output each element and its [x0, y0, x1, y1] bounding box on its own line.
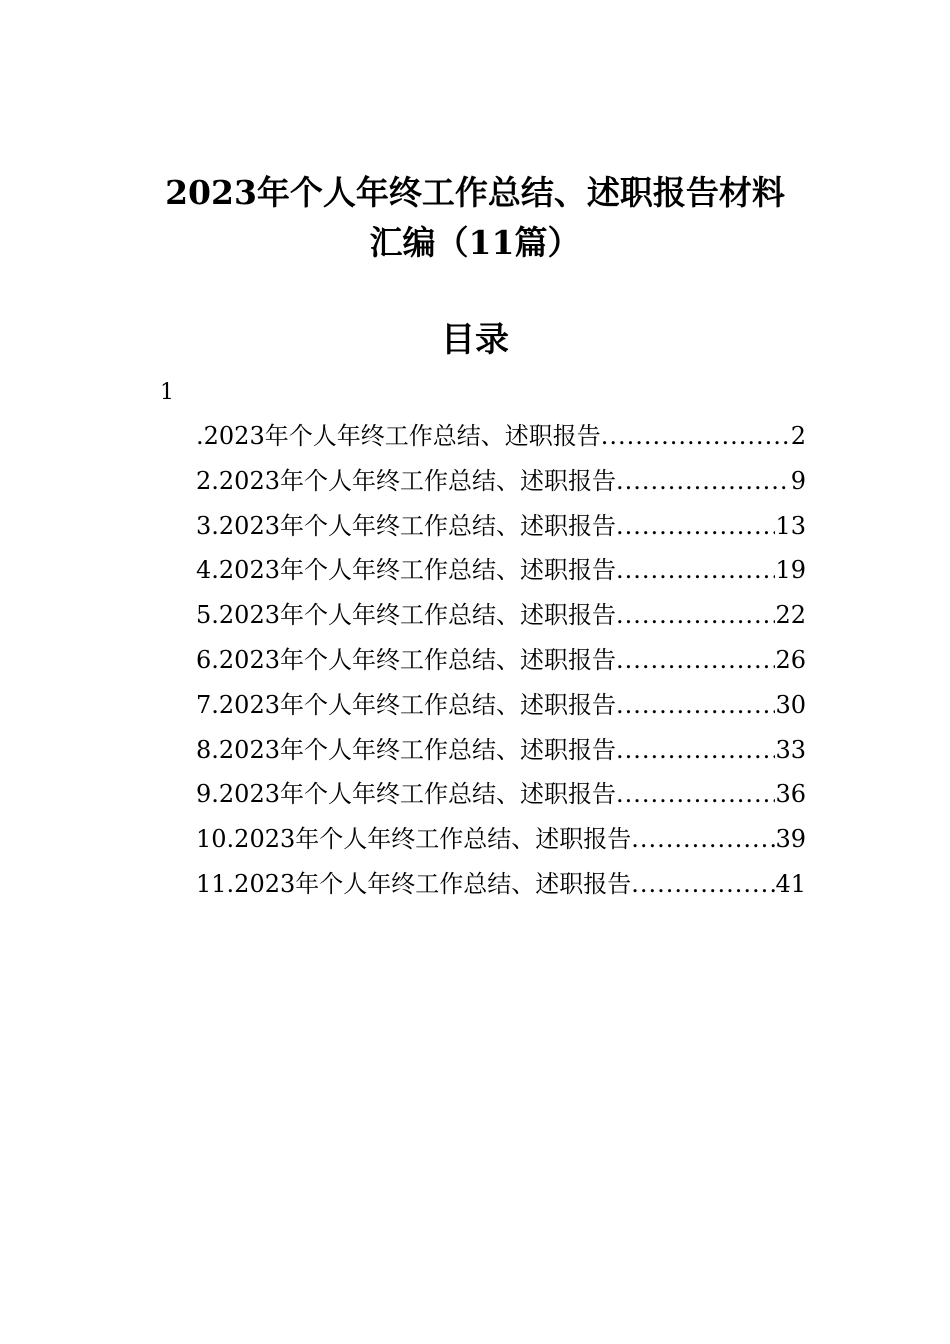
toc-dot-leader: [616, 552, 775, 588]
toc-entry-title: 7.2023年个人年终工作总结、述职报告: [196, 690, 616, 719]
toc-dot-leader: [616, 508, 775, 544]
toc-entry[interactable]: [196, 821, 806, 866]
toc-entry[interactable]: [196, 463, 806, 508]
toc-dot-leader: [631, 821, 775, 857]
toc-entry[interactable]: [196, 687, 806, 732]
toc-entry[interactable]: [196, 732, 806, 777]
toc-entry-page: 41: [775, 869, 806, 898]
toc-entry[interactable]: [196, 597, 806, 642]
toc-entry[interactable]: [196, 776, 806, 821]
toc-entry-title: .2023年个人年终工作总结、述职报告: [196, 422, 601, 450]
toc-entry-page: 19: [775, 556, 806, 585]
toc-entry[interactable]: [196, 508, 806, 553]
toc-entry-title: 10.2023年个人年终工作总结、述职报告: [196, 825, 632, 854]
toc-entry-page: 26: [775, 645, 806, 674]
toc-dot-leader: [616, 463, 791, 499]
document-title-line-2: 汇编（11篇）: [369, 223, 581, 262]
toc-heading: 目录: [441, 320, 509, 360]
toc-entry-title: 11.2023年个人年终工作总结、述职报告: [196, 869, 632, 898]
toc-entry-title: 4.2023年个人年终工作总结、述职报告: [196, 556, 616, 585]
toc-entry[interactable]: [196, 866, 806, 911]
toc-dot-leader: [631, 866, 775, 902]
toc-dot-leader: [601, 418, 791, 454]
toc-entry-title: 6.2023年个人年终工作总结、述职报告: [196, 645, 616, 674]
toc-entry-page: 36: [775, 780, 806, 809]
toc-dot-leader: [616, 732, 775, 768]
toc-entry[interactable]: [196, 552, 806, 597]
document-title-line-1: 2023年个人年终工作总结、述职报告材料: [165, 173, 785, 212]
toc-dot-leader: [616, 642, 775, 678]
stray-number: 1: [160, 380, 174, 405]
toc-entry-page: 9: [790, 466, 806, 495]
toc-entry-page: 39: [775, 825, 806, 854]
toc-dot-leader: [616, 597, 775, 633]
toc-entry[interactable]: [196, 642, 806, 687]
toc-entry-title: 5.2023年个人年终工作总结、述职报告: [196, 601, 616, 630]
toc-entry-page: 33: [775, 735, 806, 764]
toc-entry-title: 9.2023年个人年终工作总结、述职报告: [196, 780, 616, 809]
toc-entry-title: 8.2023年个人年终工作总结、述职报告: [196, 735, 616, 764]
toc-entry-page: 2: [790, 422, 806, 450]
toc-entry-page: 22: [775, 601, 806, 630]
toc-dot-leader: [616, 776, 775, 812]
toc-dot-leader: [616, 687, 775, 723]
toc-entry-page: 13: [775, 511, 806, 540]
toc-entry-title: 2.2023年个人年终工作总结、述职报告: [196, 466, 616, 495]
toc-entry-page: 30: [775, 690, 806, 719]
toc-entry-title: 3.2023年个人年终工作总结、述职报告: [196, 511, 616, 540]
toc-entry[interactable]: [196, 418, 806, 463]
table-of-contents: [196, 418, 806, 911]
